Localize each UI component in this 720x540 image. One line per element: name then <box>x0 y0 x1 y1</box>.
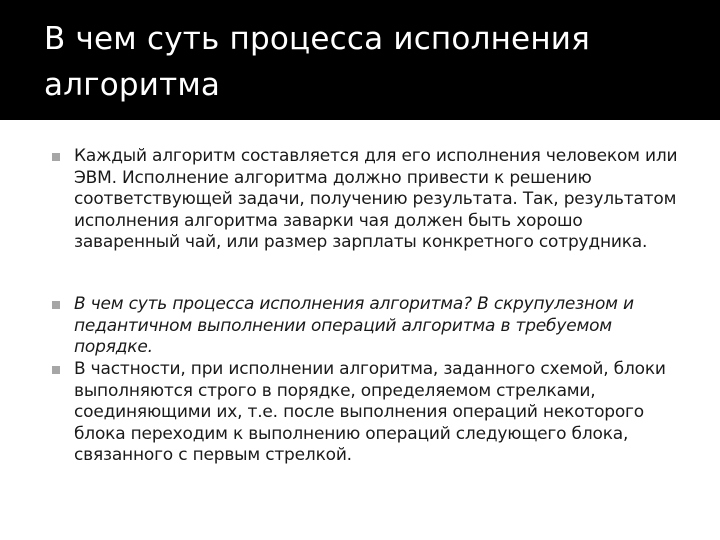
square-bullet-icon <box>52 366 60 374</box>
bullet-text-2: В чем суть процесса исполнения алгоритма? В скрупулезном и педантичном выполнении операций алгоритма в требуемом порядке. <box>74 294 634 357</box>
bullet-text-1: Каждый алгоритм составляется для его исполнения человеком или ЭВМ. Исполнение алгоритма должно привести к решению соответствующей задачи, получению результата. Так, результатом исполнения алгоритма заварки чая должен быть хорошо заваренный чай, или размер зарплаты конкретного сотрудника. <box>74 146 678 252</box>
square-bullet-icon <box>52 301 60 309</box>
bullet-text-3: В частности, при исполнении алгоритма, заданного схемой, блоки выполняются строго в порядке, определяемом стрелками, соединяющими их, т.е. после выполнения операций некоторого блока переходим к выполнению операций следующего блока, связанного с первым стрелкой. <box>74 359 666 465</box>
slide-title: В чем суть процесса исполнения алгоритма <box>44 21 590 103</box>
square-bullet-icon <box>52 153 60 161</box>
